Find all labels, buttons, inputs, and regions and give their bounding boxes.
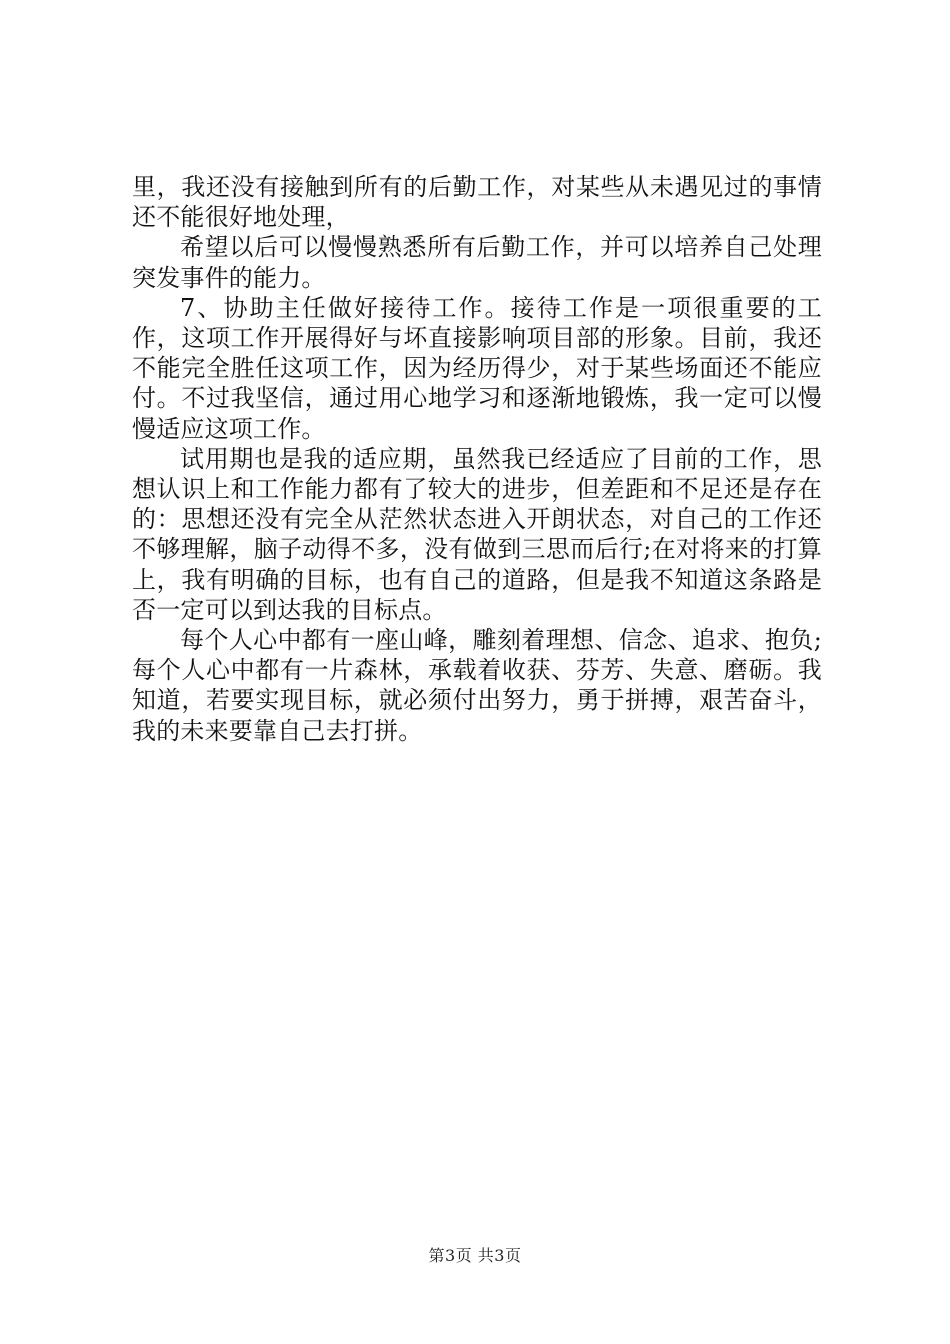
paragraph-hope: 希望以后可以慢慢熟悉所有后勤工作，并可以培养自己处理突发事件的能力。 <box>132 233 822 292</box>
paragraph-conclusion: 每个人心中都有一座山峰，雕刻着理想、信念、追求、抱负;每个人心中都有一片森林，承载着收获、芬芳、失意、磨砺。我知道，若要实现目标，就必须付出努力，勇于拼搏，艰苦奋斗，我的未来要靠自己去打拼。 <box>132 626 822 745</box>
document-body <box>132 172 822 746</box>
paragraph-reception-work: 7、协助主任做好接待工作。接待工作是一项很重要的工作，这项工作开展得好与坏直接影响项目部的形象。目前，我还不能完全胜任这项工作，因为经历得少，对于某些场面还不能应付。不过我坚信，通过用心地学习和逐渐地锻炼，我一定可以慢慢适应这项工作。 <box>132 293 822 443</box>
page-number-footer: 第3页 共3页 <box>428 1246 522 1265</box>
paragraph-probation-reflection: 试用期也是我的适应期，虽然我已经适应了目前的工作，思想认识上和工作能力都有了较大的进步，但差距和不足还是存在的：思想还没有完全从茫然状态进入开朗状态，对自己的工作还不够理解，脑子动得不多，没有做到三思而后行;在对将来的打算上，我有明确的目标，也有自己的道路，但是我不知道这条路是否一定可以到达我的目标点。 <box>132 444 822 624</box>
paragraph-continuation: 里，我还没有接触到所有的后勤工作，对某些从未遇见过的事情还不能很好地处理， <box>132 173 822 232</box>
